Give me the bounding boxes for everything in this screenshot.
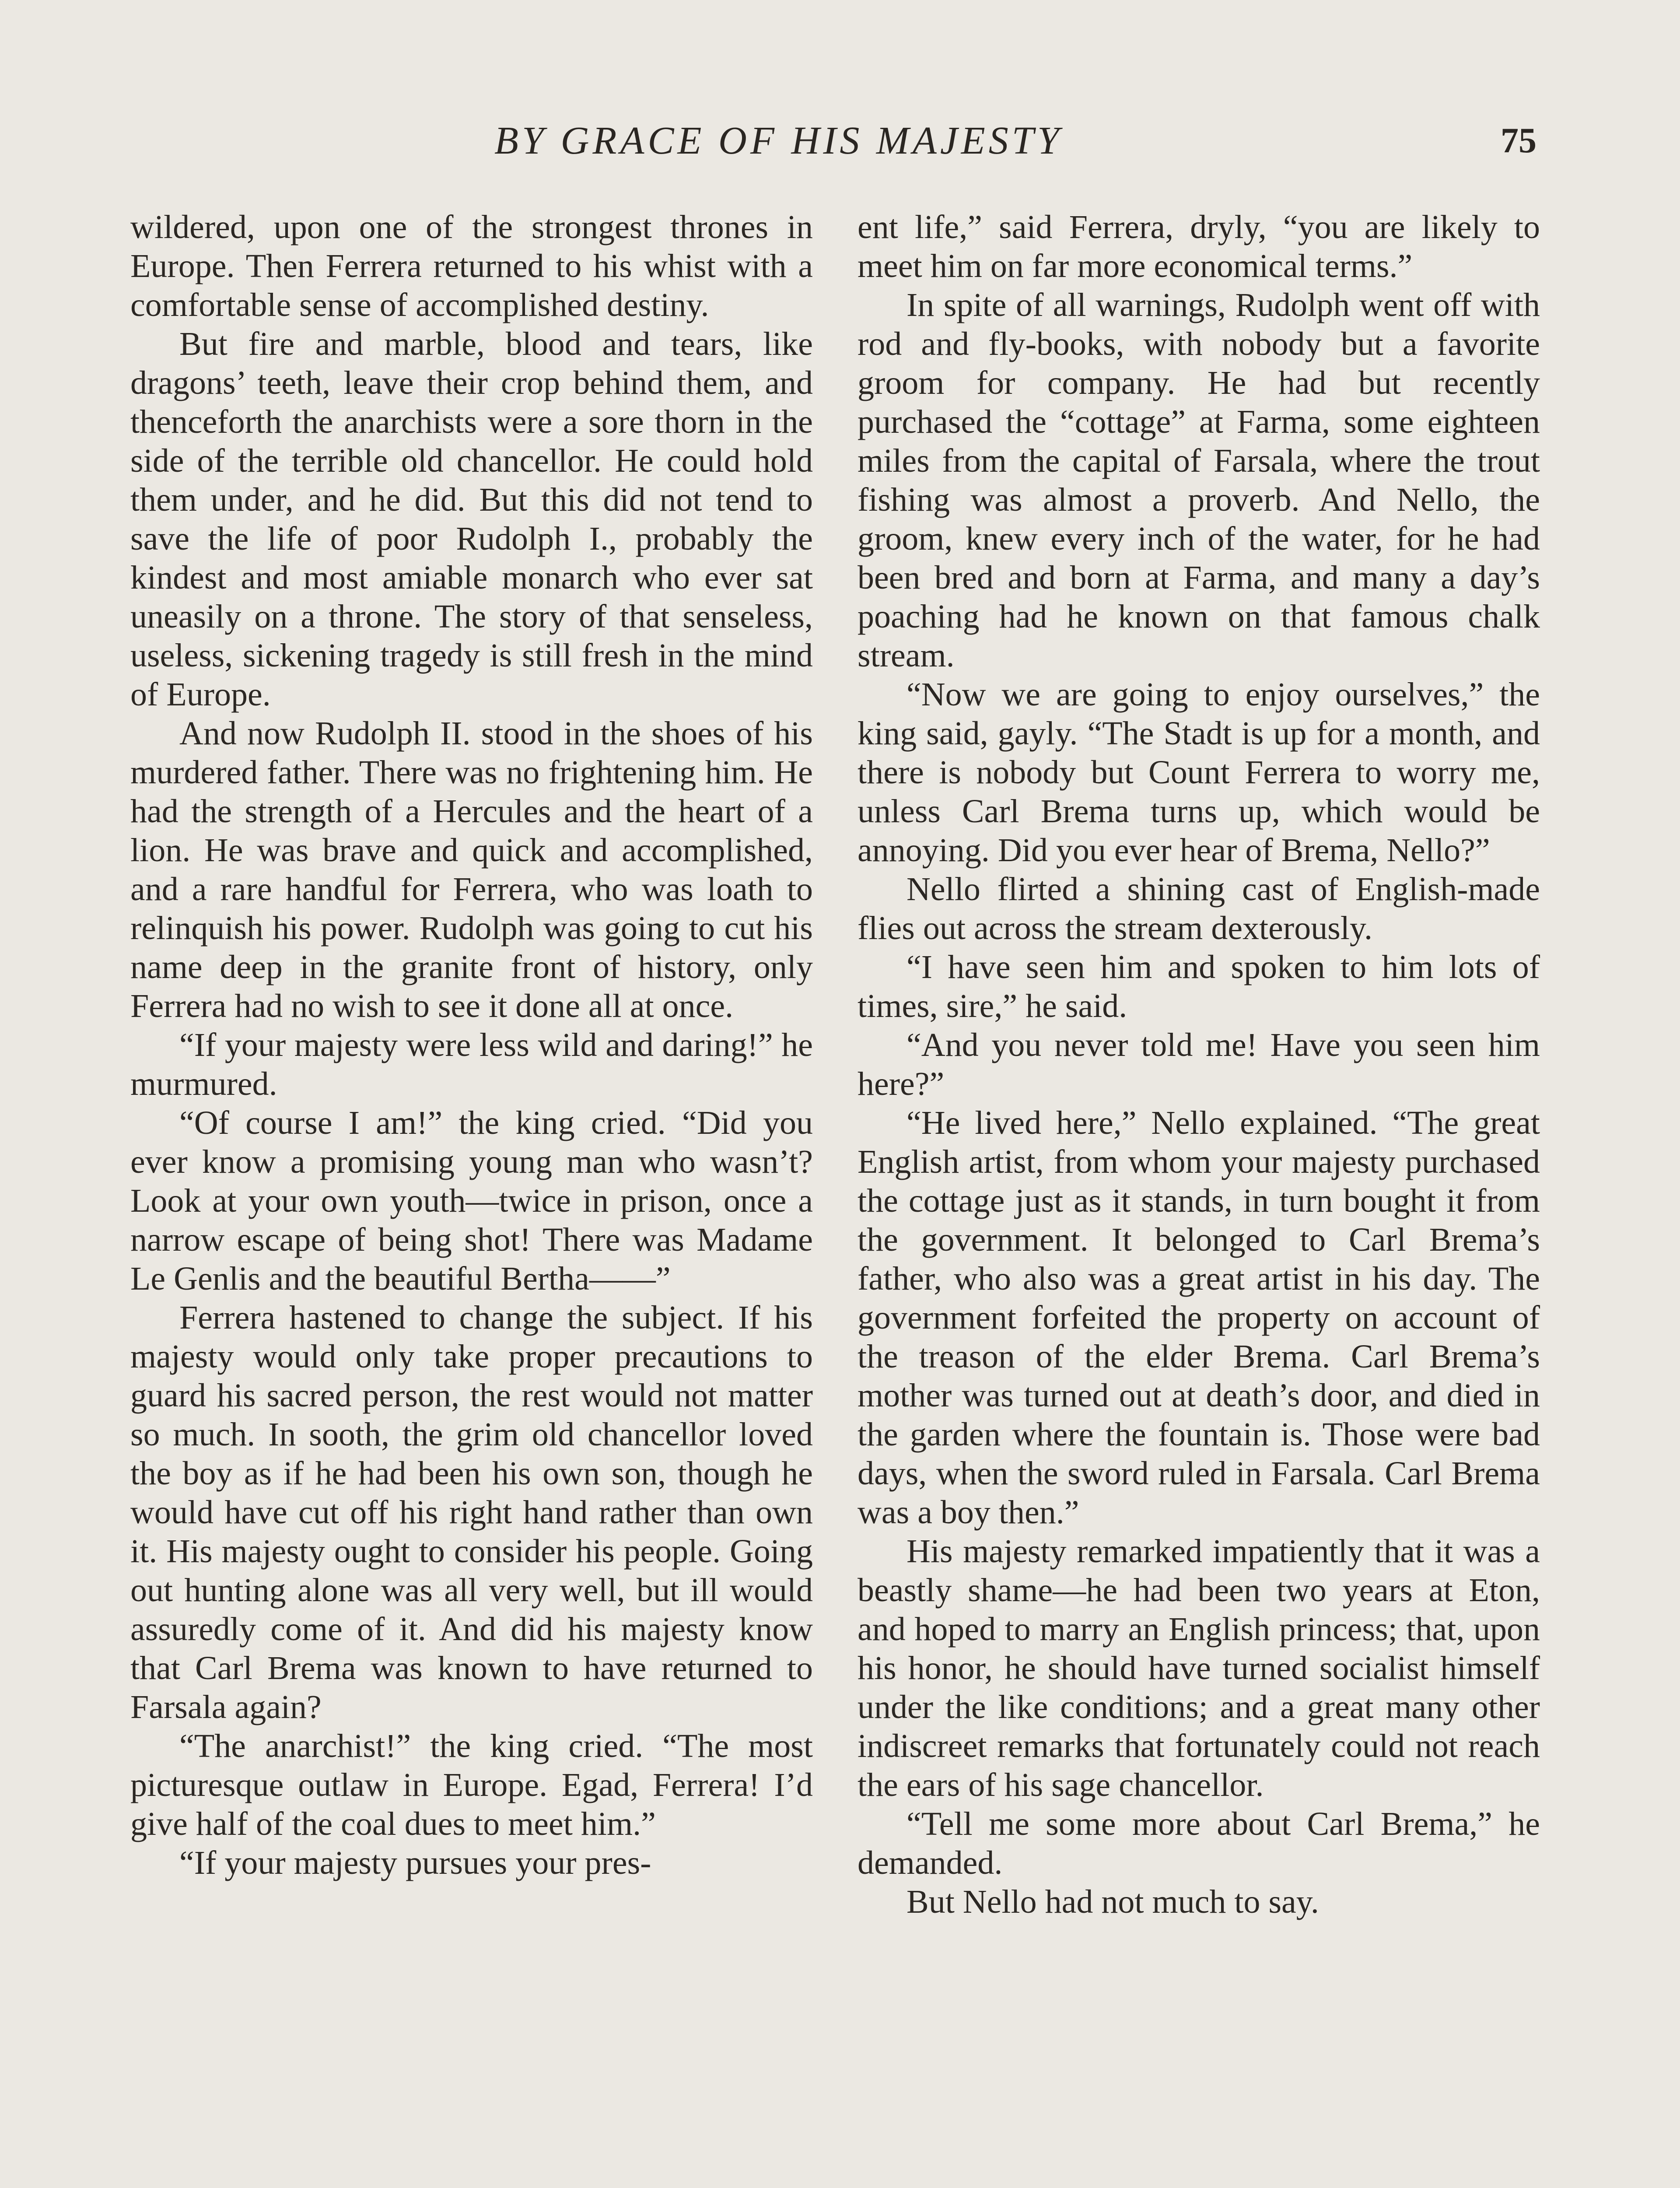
paragraph: But Nello had not much to say. <box>906 1883 1319 1920</box>
paragraph: In spite of all warnings, Rudolph went off with rod and fly-books, with nobody but a favorite groom for company. He had but recently purchased the “cottage” at Farma, some eighteen miles from the capital of Farsala, where the trout fishing was almost a proverb. And Nello, the groom, knew every inch of the water, for he had been bred and born at Farma, and many a day’s poaching had he known on that famous chalk stream. <box>858 287 1540 674</box>
paragraph: But fire and marble, blood and tears, like dragons’ teeth, leave their crop behind them, and thenceforth the anarchists were a sore thorn in the side of the terrible old chancellor. He could hold them under, and he did. But this did not tend to save the life of poor Rudolph I., probably the kindest and most amiable monarch who ever sat uneasily on a throne. The story of that senseless, useless, sickening tragedy is still fresh in the mind of Europe. <box>130 326 813 713</box>
paragraph: Nello flirted a shining cast of English-made flies out across the stream dexterously. <box>858 871 1540 947</box>
paragraph: “Of course I am!” the king cried. “Did you ever know a promising young man who wasn’t? Look at your own youth—twice in prison, once a narrow escape of being shot! There was Madame Le Genlis and the beautiful Bertha——” <box>130 1105 813 1297</box>
paragraph: “I have seen him and spoken to him lots of times, sire,” he said. <box>858 949 1540 1024</box>
paragraph: “If your majesty were less wild and daring!” he murmured. <box>130 1027 813 1102</box>
paragraph: “And you never told me! Have you seen him here?” <box>858 1027 1540 1102</box>
left-text-column <box>130 208 813 1883</box>
paragraph: His majesty remarked impatiently that it was a beastly shame—he had been two years at Eton, and hoped to marry an English princess; that, upon his honor, he should have turned socialist himself under the like conditions; and a great many other indiscreet remarks that fortunately could not reach the ears of his sage chancellor. <box>858 1533 1540 1803</box>
paragraph: Ferrera hastened to change the subject. If his majesty would only take proper precautions to guard his sacred person, the rest would not matter so much. In sooth, the grim old chancellor loved the boy as if he had been his own son, though he would have cut off his right hand rather than own it. His majesty ought to consider his people. Going out hunting alone was all very well, but ill would assuredly come of it. And did his majesty know that Carl Brema was known to have returned to Farsala again? <box>130 1299 813 1725</box>
paragraph: “If your majesty pursues your pres- <box>179 1844 651 1881</box>
running-title: BY GRACE OF HIS MAJESTY <box>494 119 1063 162</box>
page-number: 75 <box>1501 120 1536 160</box>
paragraph: “Tell me some more about Carl Brema,” he demanded. <box>858 1806 1540 1881</box>
paragraph: “He lived here,” Nello explained. “The great English artist, from whom your majesty purchased the cottage just as it stands, in turn bought it from the government. It belonged to Carl Brema’s father, who also was a great artist in his day. The government forfeited the property on account of the treason of the elder Brema. Carl Brema’s mother was turned out at death’s door, and died in the garden where the fountain is. Those were bad days, when the sword ruled in Farsala. Carl Brema was a boy then.” <box>858 1105 1540 1531</box>
paragraph: ent life,” said Ferrera, dryly, “you are likely to meet him on far more economical terms.” <box>858 209 1540 284</box>
paragraph: “Now we are going to enjoy ourselves,” the king said, gayly. “The Stadt is up for a month, and there is nobody but Count Ferrera to worry me, unless Carl Brema turns up, which would be annoying. Did you ever hear of Brema, Nello?” <box>858 676 1540 869</box>
right-text-column <box>858 208 1540 1922</box>
paragraph: wildered, upon one of the strongest thrones in Europe. Then Ferrera returned to his whist with a comfortable sense of accomplished destiny. <box>130 209 813 323</box>
paragraph: “The anarchist!” the king cried. “The most picturesque outlaw in Europe. Egad, Ferrera! I’d give half of the coal dues to meet him.” <box>130 1728 813 1842</box>
paragraph: And now Rudolph II. stood in the shoes of his murdered father. There was no frightening him. He had the strength of a Hercules and the heart of a lion. He was brave and quick and accomplished, and a rare handful for Ferrera, who was loath to relinquish his power. Rudolph was going to cut his name deep in the granite front of history, only Ferrera had no wish to see it done all at once. <box>130 715 813 1024</box>
running-head <box>0 118 1680 175</box>
